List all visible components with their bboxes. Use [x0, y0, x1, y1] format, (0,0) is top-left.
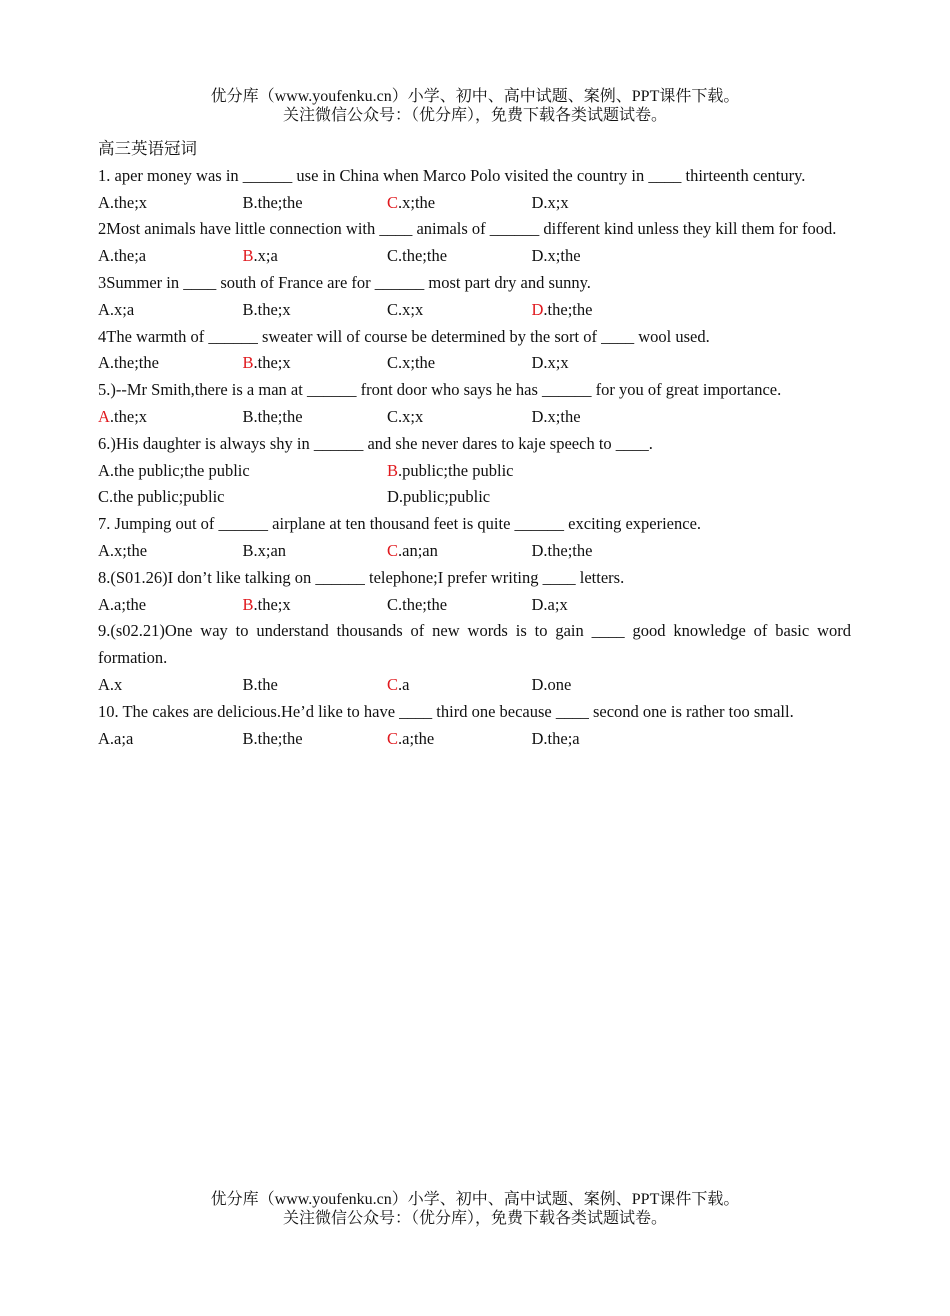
option-letter: B: [242, 406, 254, 426]
option-text: .x;a: [253, 246, 278, 266]
footer-banner: [0, 1190, 950, 1228]
option-text: .the;the: [253, 728, 303, 748]
option-b: [243, 297, 388, 324]
option-a: [98, 243, 243, 270]
option-c: [387, 350, 532, 377]
option-a: [98, 538, 243, 565]
option-c: [387, 726, 532, 753]
option-a: [98, 672, 243, 699]
option-text: .the;the: [543, 299, 593, 319]
header-line-1: 优分库（www.youfenku.cn）小学、初中、高中试题、案例、PPT课件下载。: [210, 88, 740, 105]
option-text: .the;the: [543, 540, 593, 560]
question-stem: 1. aper money was in ______ use in China when Marco Polo visited the country in ____ thirteenth century.: [98, 165, 806, 185]
question-stem: 2Most animals have little connection with ____ animals of ______ different kind unless they kill them for food.: [98, 219, 837, 239]
option-letter: C: [98, 487, 110, 507]
option-letter: D: [531, 353, 544, 373]
option-text: .a;the: [109, 594, 147, 614]
option-c: [387, 404, 532, 431]
option-c: [98, 484, 387, 511]
option-letter: A: [98, 353, 110, 373]
footer-line-2: 关注微信公众号：（优分库），免费下载各类试题试卷。: [282, 1210, 667, 1227]
option-text: .the;a: [109, 246, 147, 266]
question-stem: 3Summer in ____ south of France are for ______ most part dry and sunny.: [98, 272, 591, 292]
option-text: .x;an: [253, 540, 287, 560]
option-letter: C: [387, 406, 399, 426]
option-letter: A: [98, 674, 110, 694]
option-b: [243, 538, 388, 565]
document-body: [98, 136, 851, 752]
question-stem: 7. Jumping out of ______ airplane at ten thousand feet is quite ______ exciting experience.: [98, 514, 702, 534]
option-text: .x;the: [398, 192, 436, 212]
option-row: [98, 243, 851, 270]
option-letter: D: [531, 299, 544, 319]
option-b: [243, 404, 388, 431]
option-text: .the;the: [398, 594, 448, 614]
option-row: [98, 484, 851, 511]
option-text: .x;the: [398, 353, 436, 373]
option-d: [532, 190, 677, 217]
option-text: .x;a: [109, 299, 135, 319]
option-letter: B: [242, 540, 254, 560]
option-letter: B: [242, 192, 254, 212]
option-c: [387, 592, 532, 619]
option-letter: C: [387, 353, 399, 373]
option-letter: C: [387, 192, 399, 212]
option-c: [387, 243, 532, 270]
option-letter: D: [531, 246, 544, 266]
option-letter: D: [531, 728, 544, 748]
option-b: [243, 672, 388, 699]
option-letter: D: [531, 674, 544, 694]
option-row: [98, 726, 851, 753]
option-letter: A: [98, 192, 110, 212]
option-text: .the;the: [398, 246, 448, 266]
option-text: .the: [253, 674, 278, 694]
option-letter: C: [387, 246, 399, 266]
option-letter: B: [387, 460, 399, 480]
option-letter: A: [98, 728, 110, 748]
option-b: [243, 592, 388, 619]
option-text: .x;the: [109, 540, 148, 560]
option-a: [98, 458, 387, 485]
option-letter: A: [98, 406, 110, 426]
option-letter: B: [242, 728, 254, 748]
option-text: .x;x: [398, 299, 424, 319]
option-text: .x: [109, 674, 123, 694]
option-letter: B: [242, 246, 254, 266]
option-letter: C: [387, 594, 399, 614]
option-text: .public;the public: [398, 460, 514, 480]
option-letter: B: [242, 594, 254, 614]
option-a: [98, 190, 243, 217]
option-a: [98, 404, 243, 431]
question-stem: 8.(S01.26)I don’t like talking on ______ telephone;I prefer writing ____ letters.: [98, 567, 625, 587]
option-row: [98, 350, 851, 377]
option-letter: B: [242, 299, 254, 319]
option-d: [387, 484, 676, 511]
option-a: [98, 350, 243, 377]
question-stem: 5.)--Mr Smith,there is a man at ______ front door who says he has ______ for you of great importance.: [98, 380, 782, 400]
question-stem: 6.)His daughter is always shy in ______ and she never dares to kaje speech to ____.: [98, 433, 653, 453]
option-c: [387, 538, 532, 565]
option-text: .one: [543, 674, 572, 694]
option-text: .the;the: [253, 406, 303, 426]
option-a: [98, 592, 243, 619]
option-row: [98, 297, 851, 324]
option-text: .the;a: [543, 728, 580, 748]
option-row: [98, 404, 851, 431]
question-stem: 10. The cakes are delicious.He’d like to have ____ third one because ____ second one is rather too small.: [98, 701, 794, 721]
option-a: [98, 297, 243, 324]
option-text: .an;an: [398, 540, 438, 560]
option-text: .a;x: [543, 594, 568, 614]
page-title: 高三英语冠词: [98, 139, 197, 158]
question-stem: 9.(s02.21)One way to understand thousands of new words is to gain ____ good knowledge of basic word formation.: [98, 621, 851, 668]
header-banner: [0, 87, 950, 125]
option-d: [532, 726, 677, 753]
option-row: [98, 458, 851, 485]
option-text: .x;the: [543, 406, 581, 426]
option-letter: D: [531, 406, 544, 426]
option-letter: B: [242, 674, 254, 694]
option-letter: A: [98, 460, 110, 480]
option-letter: C: [387, 728, 399, 748]
option-letter: D: [531, 540, 544, 560]
option-d: [532, 297, 677, 324]
header-line-2: 关注微信公众号：（优分库），免费下载各类试题试卷。: [282, 107, 667, 124]
option-b: [243, 243, 388, 270]
option-d: [532, 592, 677, 619]
option-row: [98, 672, 851, 699]
option-letter: D: [531, 594, 544, 614]
option-text: .x;x: [543, 192, 569, 212]
option-text: .a;the: [398, 728, 435, 748]
question-stem: 4The warmth of ______ sweater will of course be determined by the sort of ____ wool used.: [98, 326, 710, 346]
option-d: [532, 672, 677, 699]
option-b: [243, 350, 388, 377]
option-text: .the;x: [253, 353, 291, 373]
question-list: [98, 163, 851, 753]
footer-line-1: 优分库（www.youfenku.cn）小学、初中、高中试题、案例、PPT课件下载。: [210, 1191, 740, 1208]
option-text: .a;a: [109, 728, 134, 748]
option-letter: C: [387, 299, 399, 319]
option-text: .x;x: [398, 406, 424, 426]
option-text: .the;x: [253, 299, 291, 319]
option-letter: C: [387, 540, 399, 560]
option-c: [387, 672, 532, 699]
option-letter: A: [98, 540, 110, 560]
option-text: .the public;public: [109, 487, 225, 507]
option-d: [532, 243, 677, 270]
option-letter: B: [242, 353, 254, 373]
option-text: .the public;the public: [109, 460, 250, 480]
option-letter: D: [387, 487, 399, 507]
option-letter: D: [531, 192, 544, 212]
option-b: [243, 190, 388, 217]
option-c: [387, 190, 532, 217]
option-d: [532, 538, 677, 565]
option-letter: C: [387, 674, 399, 694]
option-d: [532, 350, 677, 377]
option-row: [98, 592, 851, 619]
option-b: [387, 458, 676, 485]
option-text: .the;x: [109, 192, 148, 212]
option-text: .x;the: [543, 246, 581, 266]
option-text: .public;public: [398, 487, 491, 507]
option-row: [98, 538, 851, 565]
option-b: [243, 726, 388, 753]
option-text: .the;x: [109, 406, 148, 426]
option-text: .the;the: [253, 192, 303, 212]
option-letter: A: [98, 299, 110, 319]
option-letter: A: [98, 594, 110, 614]
option-text: .a: [398, 674, 410, 694]
option-text: .x;x: [543, 353, 569, 373]
option-d: [532, 404, 677, 431]
option-text: .the;the: [109, 353, 159, 373]
option-a: [98, 726, 243, 753]
option-text: .the;x: [253, 594, 291, 614]
option-c: [387, 297, 532, 324]
option-row: [98, 190, 851, 217]
option-letter: A: [98, 246, 110, 266]
